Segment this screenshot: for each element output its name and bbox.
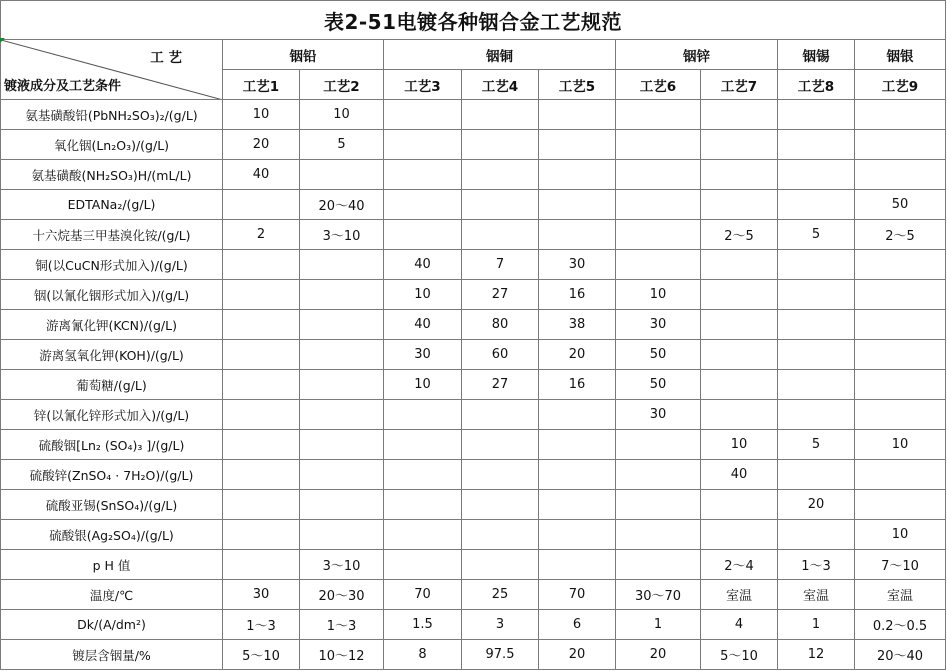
table-row bbox=[1, 220, 946, 250]
table-cell[interactable] bbox=[223, 250, 300, 280]
table-cell[interactable] bbox=[462, 190, 539, 220]
table-cell[interactable] bbox=[855, 280, 946, 310]
table-cell[interactable] bbox=[616, 190, 701, 220]
table-cell[interactable]: 2～5 bbox=[855, 220, 946, 250]
process-header-8: 工艺8 bbox=[778, 70, 855, 100]
table-cell[interactable] bbox=[616, 130, 701, 160]
table-cell[interactable] bbox=[701, 370, 778, 400]
process-header-2: 工艺2 bbox=[300, 70, 384, 100]
table-cell[interactable] bbox=[701, 400, 778, 430]
row-label[interactable]: p H 值 bbox=[1, 550, 223, 580]
table-cell[interactable] bbox=[384, 400, 462, 430]
table-cell[interactable] bbox=[778, 460, 855, 490]
group-header-in-cu: 铟铜 bbox=[384, 40, 616, 70]
table-cell[interactable] bbox=[855, 310, 946, 340]
table-cell[interactable] bbox=[384, 430, 462, 460]
table-cell[interactable] bbox=[778, 340, 855, 370]
table-cell[interactable]: 38 bbox=[539, 310, 616, 340]
table-row bbox=[1, 580, 946, 610]
table-cell[interactable]: 2 bbox=[223, 220, 300, 250]
table-cell[interactable] bbox=[616, 100, 701, 130]
table-cell[interactable] bbox=[855, 250, 946, 280]
table-row bbox=[1, 130, 946, 160]
table-cell[interactable] bbox=[539, 550, 616, 580]
table-cell[interactable] bbox=[616, 490, 701, 520]
table-cell[interactable]: 10 bbox=[384, 370, 462, 400]
table-cell[interactable] bbox=[223, 280, 300, 310]
table-cell[interactable] bbox=[855, 340, 946, 370]
table-cell[interactable] bbox=[539, 190, 616, 220]
table-cell[interactable]: 5～10 bbox=[223, 640, 300, 670]
table-cell[interactable] bbox=[539, 130, 616, 160]
process-header-7: 工艺7 bbox=[701, 70, 778, 100]
table-cell[interactable] bbox=[300, 160, 384, 190]
table-cell[interactable]: 室温 bbox=[855, 580, 946, 610]
table-cell[interactable] bbox=[300, 400, 384, 430]
table-row bbox=[1, 610, 946, 640]
table-cell[interactable] bbox=[384, 460, 462, 490]
table-cell[interactable] bbox=[462, 220, 539, 250]
row-label[interactable]: EDTANa₂/(g/L) bbox=[1, 190, 223, 220]
table-cell[interactable]: 97.5 bbox=[462, 640, 539, 670]
table-row bbox=[1, 550, 946, 580]
table-cell[interactable] bbox=[384, 490, 462, 520]
row-label[interactable]: 锌(以氰化锌形式加入)/(g/L) bbox=[1, 400, 223, 430]
table-cell[interactable]: 5 bbox=[300, 130, 384, 160]
table-cell[interactable] bbox=[855, 100, 946, 130]
process-header-3: 工艺3 bbox=[384, 70, 462, 100]
process-header-9: 工艺9 bbox=[855, 70, 946, 100]
table-cell[interactable]: 1.5 bbox=[384, 610, 462, 640]
table-cell[interactable]: 60 bbox=[462, 340, 539, 370]
row-label[interactable]: 硫酸锌(ZnSO₄ · 7H₂O)/(g/L) bbox=[1, 460, 223, 490]
table-cell[interactable]: 12 bbox=[778, 640, 855, 670]
table-cell[interactable] bbox=[778, 310, 855, 340]
table-cell[interactable] bbox=[462, 430, 539, 460]
table-cell[interactable] bbox=[300, 520, 384, 550]
table-cell[interactable] bbox=[701, 190, 778, 220]
table-cell[interactable]: 5 bbox=[778, 220, 855, 250]
table-cell[interactable]: 3～10 bbox=[300, 550, 384, 580]
table-cell[interactable] bbox=[778, 520, 855, 550]
table-cell[interactable] bbox=[701, 340, 778, 370]
table-cell[interactable]: 1～3 bbox=[778, 550, 855, 580]
table-title: 表2-51电镀各种铟合金工艺规范 bbox=[1, 1, 946, 40]
table-row bbox=[1, 520, 946, 550]
table-cell[interactable]: 10 bbox=[855, 520, 946, 550]
table-cell[interactable]: 30 bbox=[539, 250, 616, 280]
table-cell[interactable] bbox=[462, 460, 539, 490]
group-header-in-ag: 铟银 bbox=[855, 40, 946, 70]
row-label[interactable]: 硫酸亚锡(SnSO₄)/(g/L) bbox=[1, 490, 223, 520]
table-cell[interactable] bbox=[462, 490, 539, 520]
table-cell[interactable] bbox=[701, 490, 778, 520]
table-cell[interactable] bbox=[616, 520, 701, 550]
table-cell[interactable] bbox=[616, 430, 701, 460]
group-header-in-zn: 铟锌 bbox=[616, 40, 778, 70]
table-cell[interactable] bbox=[778, 370, 855, 400]
row-label[interactable]: 游离氢氧化钾(KOH)/(g/L) bbox=[1, 340, 223, 370]
table-cell[interactable] bbox=[616, 220, 701, 250]
table-body bbox=[1, 100, 946, 670]
table-cell[interactable] bbox=[223, 430, 300, 460]
table-cell[interactable]: 6 bbox=[539, 610, 616, 640]
table-cell[interactable]: 3 bbox=[462, 610, 539, 640]
corner-process-label: 工 艺 bbox=[150, 50, 182, 66]
table-cell[interactable] bbox=[462, 400, 539, 430]
table-cell[interactable]: 10 bbox=[855, 430, 946, 460]
table-cell[interactable]: 7 bbox=[462, 250, 539, 280]
table-cell[interactable] bbox=[384, 520, 462, 550]
table-cell[interactable]: 40 bbox=[384, 310, 462, 340]
table-cell[interactable] bbox=[300, 370, 384, 400]
table-cell[interactable]: 7～10 bbox=[855, 550, 946, 580]
table-cell[interactable]: 20～40 bbox=[855, 640, 946, 670]
table-cell[interactable] bbox=[384, 190, 462, 220]
table-cell[interactable] bbox=[223, 550, 300, 580]
table-cell[interactable]: 70 bbox=[539, 580, 616, 610]
table-cell[interactable]: 3～10 bbox=[300, 220, 384, 250]
table-cell[interactable] bbox=[223, 340, 300, 370]
table-cell[interactable]: 5 bbox=[778, 430, 855, 460]
table-row bbox=[1, 400, 946, 430]
table-cell[interactable] bbox=[539, 520, 616, 550]
row-label[interactable]: 硫酸银(Ag₂SO₄)/(g/L) bbox=[1, 520, 223, 550]
table-cell[interactable]: 10 bbox=[701, 430, 778, 460]
table-cell[interactable] bbox=[384, 160, 462, 190]
table-cell[interactable]: 10～12 bbox=[300, 640, 384, 670]
table-cell[interactable]: 16 bbox=[539, 280, 616, 310]
table-row bbox=[1, 160, 946, 190]
table-cell[interactable] bbox=[616, 550, 701, 580]
table-cell[interactable]: 10 bbox=[300, 100, 384, 130]
table-cell[interactable] bbox=[223, 460, 300, 490]
table-cell[interactable]: 8 bbox=[384, 640, 462, 670]
row-label[interactable]: 葡萄糖/(g/L) bbox=[1, 370, 223, 400]
process-header-4: 工艺4 bbox=[462, 70, 539, 100]
table-cell[interactable]: 10 bbox=[384, 280, 462, 310]
table-row bbox=[1, 640, 946, 670]
table-row bbox=[1, 430, 946, 460]
table-cell[interactable]: 1～3 bbox=[223, 610, 300, 640]
table-cell[interactable]: 50 bbox=[616, 370, 701, 400]
row-label[interactable]: 温度/℃ bbox=[1, 580, 223, 610]
table-cell[interactable]: 80 bbox=[462, 310, 539, 340]
table-cell[interactable]: 27 bbox=[462, 370, 539, 400]
row-label[interactable]: Dk/(A/dm²) bbox=[1, 610, 223, 640]
table-cell[interactable] bbox=[223, 310, 300, 340]
table-cell[interactable] bbox=[384, 220, 462, 250]
row-label[interactable]: 硫酸铟[Ln₂ (SO₄)₃ ]/(g/L) bbox=[1, 430, 223, 460]
table-cell[interactable] bbox=[539, 490, 616, 520]
table-cell[interactable] bbox=[616, 250, 701, 280]
table-cell[interactable]: 0.2～0.5 bbox=[855, 610, 946, 640]
table-cell[interactable] bbox=[855, 400, 946, 430]
table-cell[interactable] bbox=[223, 490, 300, 520]
table-cell[interactable]: 30 bbox=[223, 580, 300, 610]
table-cell[interactable]: 室温 bbox=[778, 580, 855, 610]
table-cell[interactable]: 30 bbox=[384, 340, 462, 370]
table-cell[interactable]: 20 bbox=[539, 640, 616, 670]
table-cell[interactable] bbox=[701, 520, 778, 550]
table-cell[interactable]: 10 bbox=[223, 100, 300, 130]
table-cell[interactable] bbox=[778, 400, 855, 430]
table-row bbox=[1, 490, 946, 520]
table-cell[interactable] bbox=[778, 250, 855, 280]
table-cell[interactable]: 1 bbox=[616, 610, 701, 640]
table-cell[interactable]: 30 bbox=[616, 400, 701, 430]
table-row bbox=[1, 310, 946, 340]
table-cell[interactable]: 25 bbox=[462, 580, 539, 610]
table-row bbox=[1, 190, 946, 220]
group-header-in-sn: 铟锡 bbox=[778, 40, 855, 70]
table-row bbox=[1, 460, 946, 490]
process-header-5: 工艺5 bbox=[539, 70, 616, 100]
table-cell[interactable] bbox=[300, 280, 384, 310]
table-cell[interactable] bbox=[855, 130, 946, 160]
table-cell[interactable]: 30 bbox=[616, 310, 701, 340]
table-cell[interactable] bbox=[539, 220, 616, 250]
table-cell[interactable] bbox=[701, 310, 778, 340]
table-cell[interactable]: 20 bbox=[616, 640, 701, 670]
table-cell[interactable] bbox=[384, 130, 462, 160]
row-label[interactable]: 铟(以氰化铟形式加入)/(g/L) bbox=[1, 280, 223, 310]
process-header-1: 工艺1 bbox=[223, 70, 300, 100]
table-cell[interactable]: 27 bbox=[462, 280, 539, 310]
table-cell[interactable] bbox=[462, 160, 539, 190]
process-header-6: 工艺6 bbox=[616, 70, 701, 100]
table-cell[interactable] bbox=[778, 100, 855, 130]
row-label[interactable]: 氧化铟(Ln₂O₃)/(g/L) bbox=[1, 130, 223, 160]
table-row bbox=[1, 280, 946, 310]
table-cell[interactable] bbox=[701, 250, 778, 280]
table-cell[interactable] bbox=[701, 100, 778, 130]
row-label[interactable]: 游离氰化钾(KCN)/(g/L) bbox=[1, 310, 223, 340]
row-label[interactable]: 氨基磺酸(NH₂SO₃)H/(mL/L) bbox=[1, 160, 223, 190]
table-cell[interactable] bbox=[223, 190, 300, 220]
table-cell[interactable] bbox=[539, 100, 616, 130]
table-cell[interactable]: 20 bbox=[539, 340, 616, 370]
table-cell[interactable] bbox=[223, 370, 300, 400]
table-cell[interactable]: 50 bbox=[855, 190, 946, 220]
table-cell[interactable] bbox=[616, 160, 701, 190]
table-cell[interactable] bbox=[384, 550, 462, 580]
table-cell[interactable] bbox=[462, 100, 539, 130]
table-cell[interactable]: 70 bbox=[384, 580, 462, 610]
table-cell[interactable]: 40 bbox=[223, 160, 300, 190]
table-cell[interactable] bbox=[855, 460, 946, 490]
table-cell[interactable]: 40 bbox=[384, 250, 462, 280]
table-row bbox=[1, 250, 946, 280]
table-cell[interactable] bbox=[539, 160, 616, 190]
table-cell[interactable]: 2～4 bbox=[701, 550, 778, 580]
table-cell[interactable] bbox=[462, 550, 539, 580]
row-label[interactable]: 铜(以CuCN形式加入)/(g/L) bbox=[1, 250, 223, 280]
table-cell[interactable] bbox=[300, 430, 384, 460]
table-cell[interactable] bbox=[539, 460, 616, 490]
table-cell[interactable] bbox=[616, 460, 701, 490]
table-cell[interactable] bbox=[701, 130, 778, 160]
group-header-in-pb: 铟铅 bbox=[223, 40, 384, 70]
table-cell[interactable] bbox=[778, 190, 855, 220]
table-cell[interactable] bbox=[462, 130, 539, 160]
row-label[interactable]: 镀层含铟量/% bbox=[1, 640, 223, 670]
table-cell[interactable]: 1 bbox=[778, 610, 855, 640]
table-cell[interactable] bbox=[539, 400, 616, 430]
table-cell[interactable] bbox=[855, 490, 946, 520]
table-cell[interactable] bbox=[855, 370, 946, 400]
table-cell[interactable]: 20～40 bbox=[300, 190, 384, 220]
table-cell[interactable] bbox=[462, 520, 539, 550]
table-cell[interactable] bbox=[778, 280, 855, 310]
table-cell[interactable] bbox=[223, 400, 300, 430]
table-cell[interactable]: 50 bbox=[616, 340, 701, 370]
table-cell[interactable]: 20 bbox=[223, 130, 300, 160]
table-cell[interactable]: 4 bbox=[701, 610, 778, 640]
table-cell[interactable]: 30～70 bbox=[616, 580, 701, 610]
table-cell[interactable]: 10 bbox=[616, 280, 701, 310]
table-cell[interactable] bbox=[223, 520, 300, 550]
table-row bbox=[1, 340, 946, 370]
table-cell[interactable] bbox=[855, 160, 946, 190]
corner-components-label: 镀液成分及工艺条件 bbox=[4, 79, 122, 94]
table-cell[interactable]: 室温 bbox=[701, 580, 778, 610]
corner-header-cell bbox=[1, 40, 223, 100]
table-cell[interactable] bbox=[300, 490, 384, 520]
table-cell[interactable] bbox=[300, 460, 384, 490]
table-cell[interactable] bbox=[384, 100, 462, 130]
table-cell[interactable] bbox=[300, 340, 384, 370]
table-row bbox=[1, 370, 946, 400]
table-cell[interactable] bbox=[539, 430, 616, 460]
table-cell[interactable] bbox=[701, 160, 778, 190]
row-label[interactable]: 十六烷基三甲基溴化铵/(g/L) bbox=[1, 220, 223, 250]
row-label[interactable]: 氨基磺酸铅(PbNH₂SO₃)₂/(g/L) bbox=[1, 100, 223, 130]
table-cell[interactable] bbox=[778, 130, 855, 160]
table-cell[interactable]: 16 bbox=[539, 370, 616, 400]
table-cell[interactable] bbox=[300, 250, 384, 280]
table-cell[interactable]: 40 bbox=[701, 460, 778, 490]
table-cell[interactable]: 20 bbox=[778, 490, 855, 520]
table-cell[interactable] bbox=[778, 160, 855, 190]
table-cell[interactable]: 20～30 bbox=[300, 580, 384, 610]
table-cell[interactable]: 5～10 bbox=[701, 640, 778, 670]
table-cell[interactable]: 1～3 bbox=[300, 610, 384, 640]
table-row bbox=[1, 100, 946, 130]
table-cell[interactable]: 2～5 bbox=[701, 220, 778, 250]
table-cell[interactable] bbox=[701, 280, 778, 310]
table-cell[interactable] bbox=[300, 310, 384, 340]
